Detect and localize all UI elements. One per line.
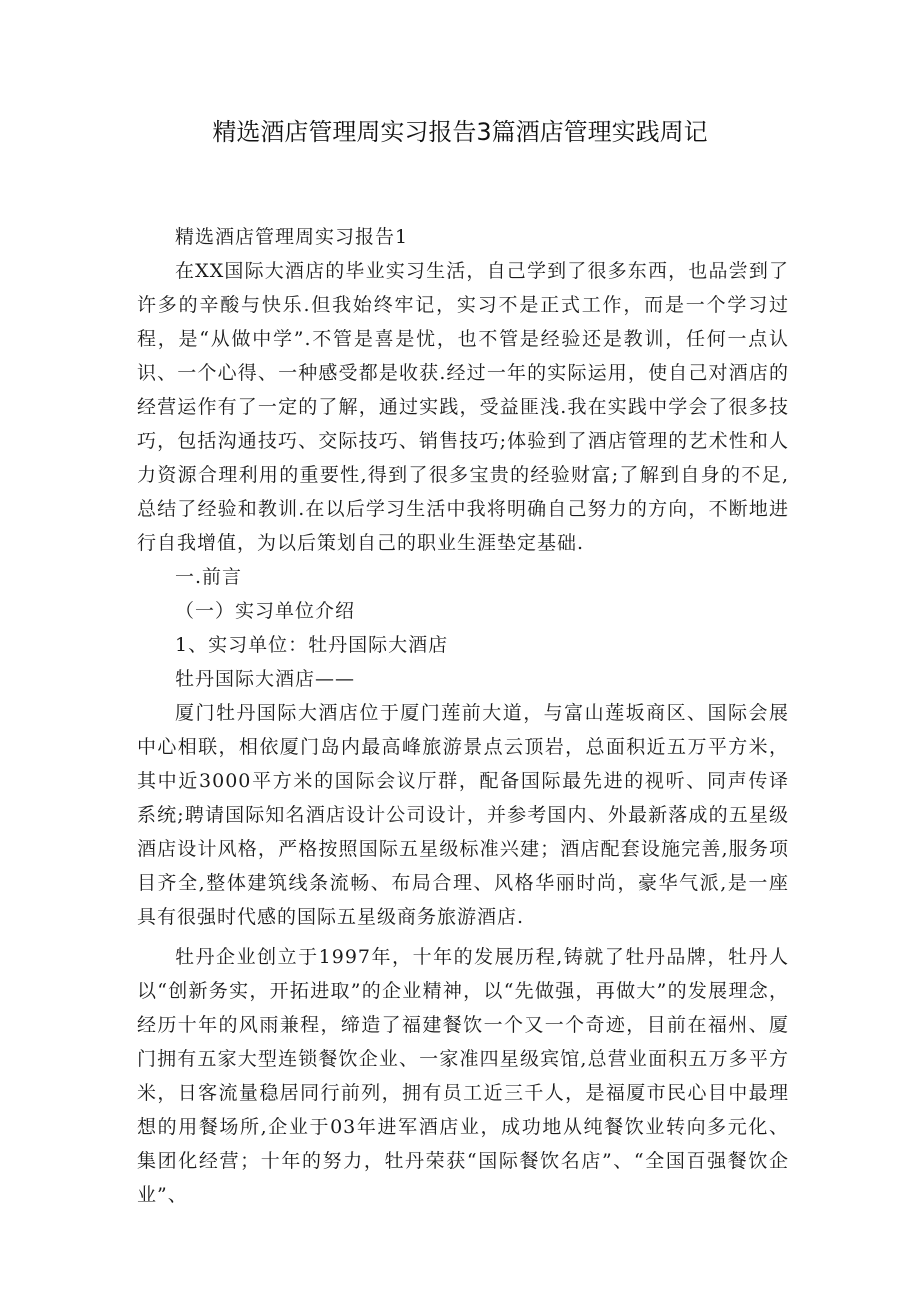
intro-paragraph: 在XX国际大酒店的毕业实习生活，自己学到了很多东西，也品尝到了许多的辛酸与快乐.但我始终牢记，实习不是正式工作，而是一个学习过程，是“从做中学”.不管是喜是忧，也不管是经验还是教训，任何一点认识、一个心得、一种感受都是收获.经过一年的实际运用，使自己对酒店的经营运作有了一定的了解，通过实践，受益匪浅.我在实践中学会了很多技巧，包括沟通技巧、交际技巧、销售技巧;体验到了酒店管理的艺术性和人力资源合理利用的重要性,得到了很多宝贵的经验财富;了解到自身的不足,总结了经验和教训.在以后学习生活中我将明确自己努力的方向，不断地进行自我增值，为以后策划自己的职业生涯垫定基础. xyxy=(137,260,789,554)
subsection-heading-unit-intro: （一）实习单位介绍 xyxy=(175,600,356,622)
section-heading-preface: 一.前言 xyxy=(175,566,243,588)
hotel-name-line: 牡丹国际大酒店—— xyxy=(175,668,356,690)
hotel-description-paragraph: 厦门牡丹国际大酒店位于厦门莲前大道，与富山莲坂商区、国际会展中心相联，相依厦门岛内最高峰旅游景点云顶岩，总面积近五万平方米，其中近3000平方米的国际会议厅群，配备国际最先进的视听、同声传译系统;聘请国际知名酒店设计公司设计，并参考国内、外最新落成的五星级酒店设计风格，严格按照国际五星级标准兴建；酒店配套设施完善,服务项目齐全,整体建筑线条流畅、布局合理、风格华丽时尚，豪华气派,是一座具有很强时代感的国际五星级商务旅游酒店. xyxy=(137,702,789,928)
document-body xyxy=(137,220,789,1212)
document-title: 精选酒店管理周实习报告3篇酒店管理实践周记 xyxy=(212,118,708,146)
list-item-internship-unit: 1、实习单位：牡丹国际大酒店 xyxy=(175,634,449,656)
report-subtitle: 精选酒店管理周实习报告1 xyxy=(175,226,409,248)
company-history-paragraph: 牡丹企业创立于1997年，十年的发展历程,铸就了牡丹品牌，牡丹人以“创新务实，开拓进取”的企业精神，以“先做强，再做大”的发展理念，经历十年的风雨兼程，缔造了福建餐饮一个又一个奇迹，目前在福州、厦门拥有五家大型连锁餐饮企业、一家准四星级宾馆,总营业面积五万多平方米，日客流量稳居同行前列，拥有员工近三千人，是福厦市民心目中最理想的用餐场所,企业于03年进军酒店业，成功地从纯餐饮业转向多元化、集团化经营；十年的努力，牡丹荣获“国际餐饮名店”、“全国百强餐饮企业”、 xyxy=(137,946,789,1206)
